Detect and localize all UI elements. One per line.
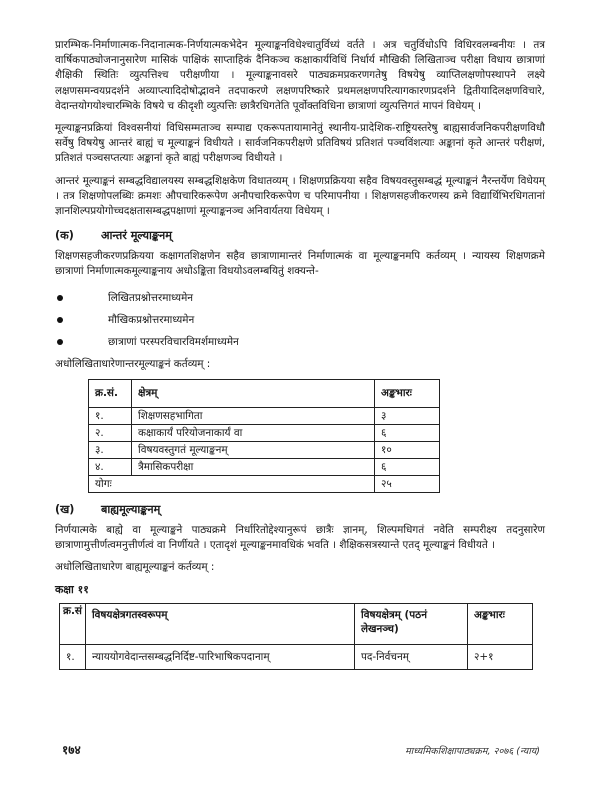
bullet-item bbox=[55, 331, 545, 353]
table-row bbox=[89, 458, 440, 475]
cell-serial: १. bbox=[60, 645, 86, 670]
bullet-icon bbox=[57, 317, 63, 323]
cell-content: न्याययोगवेदान्तसम्बद्धनिर्दिष्ट-पारिभाषिकपदानाम् bbox=[85, 645, 354, 670]
internal-assessment-table bbox=[88, 379, 440, 493]
section-b-heading bbox=[55, 502, 545, 517]
section-a-heading bbox=[55, 228, 545, 243]
intro-paragraph-1: प्रारम्भिक-निर्माणात्मक-निदानात्मक-निर्णयात्मकभेदेन मूल्याङ्कनविधेश्चातुर्विध्यं वर्तते । अत्र चतुर्विधोऽपि विधिरवलम्बनीयः । तत्र वार्षिकपाठ्योजनानुसारेण मासिकं पाक्षिकं साप्ताहिकं दैनिकञ्च कक्षाकार्यविधिं निर्धार्य मौखिकी लिखिताञ्च परीक्षा विधाय छात्राणां शैक्षिकी स्थितिः व्युत्पत्तिश्च परीक्षणीया । मूल्याङ्कनावसरे पाठ्यक्रमप्रकरणगतेषु विषयेषु व्याप्तिलक्षणोपस्थापने लक्ष्ये लक्षणसमन्वयप्रदर्शने अव्याप्त्यादिदोषोद्भावने तदपाकरणे लक्षणपरिष्कारे प्रथमलक्षणपरित्यागकारणप्रदर्शने द्वितीयादिलक्षणविचारे, वेदान्तयोगयोश्चारम्भिके विषये च कीदृशी व्युत्पत्तिः छात्रैरधिगतेति पूर्वोक्तविधिना छात्राणां व्युत्पत्तिगतं मापनं विधेयम् । bbox=[55, 39, 545, 112]
intro-paragraph-3: आन्तरं मूल्याङ्कनं सम्बद्धविद्यालयस्य सम्बद्धशिक्षकेण विधातव्यम् । शिक्षणप्रक्रियया सहैव विषयवस्तुसम्बद्धं मूल्याङ्कनं नैरन्तर्येण विधेयम् । तत्र शिक्षणोपलब्धिः क्रमशः औपचारिकरूपेण अनौपचारिकरूपेण च परिमापनीया । शिक्षणसहजीकरणस्य क्रमे विद्यार्थिभिरधिगतानां ज्ञानशिल्पप्रयोगोच्चदक्षतासम्बद्धपक्षाणां मूल्याङ्कनञ्च अनिवार्यतया विधेयम् । bbox=[55, 174, 545, 218]
bullet-icon bbox=[57, 295, 63, 301]
cell-marks: २+१ bbox=[468, 645, 533, 670]
section-a-bullet-list bbox=[55, 287, 545, 353]
header-marks: अङ्कभारः bbox=[468, 604, 533, 645]
header-serial: क्र.सं. bbox=[89, 379, 132, 407]
cell-serial: ३. bbox=[89, 441, 132, 458]
bullet-text: छात्राणां परस्परविचारविमर्शमाध्यमेन bbox=[108, 335, 239, 348]
cell-area: कक्षाकार्यं परियोजनाकार्यं वा bbox=[132, 424, 375, 441]
cell-area: त्रैमासिकपरीक्षा bbox=[132, 458, 375, 475]
section-a-lead: अधोलिखिताधारेणान्तरमूल्याङ्कनं कर्तव्यम् : bbox=[55, 357, 211, 370]
cell-marks: ६ bbox=[375, 458, 440, 475]
total-label: योगः bbox=[89, 475, 375, 492]
cell-area: शिक्षणसहभागिता bbox=[132, 407, 375, 424]
class-label: कक्षा ११ bbox=[55, 583, 89, 597]
bullet-text: मौखिकप्रश्नोत्तरमाध्यमेन bbox=[108, 313, 195, 326]
header-serial: क्र.सं bbox=[60, 604, 86, 645]
cell-area: विषयवस्तुगतं मूल्याङ्कनम् bbox=[132, 441, 375, 458]
total-value: २५ bbox=[375, 475, 440, 492]
table-total-row bbox=[89, 475, 440, 492]
bullet-text: लिखितप्रश्नोत्तरमाध्यमेन bbox=[108, 291, 194, 304]
section-a-mark: (क) bbox=[55, 229, 74, 243]
cell-serial: १. bbox=[89, 407, 132, 424]
section-a-paragraph: शिक्षणसहजीकरणप्रक्रियया कक्षागतशिक्षणेन सहैव छात्राणामान्तरं निर्माणात्मकं वा मूल्याङ्कनमपि कर्तव्यम् । न्यायस्य शिक्षणक्रमे छात्राणां निर्माणात्मकमूल्याङ्कनाय अधोऽङ्किता विधयोऽवलम्बयितुं शक्यन्ते- bbox=[55, 250, 545, 278]
table-header-row bbox=[60, 604, 533, 645]
cell-serial: ४. bbox=[89, 458, 132, 475]
page-number: १७४ bbox=[62, 743, 81, 757]
section-b-mark: (ख) bbox=[55, 502, 75, 516]
header-content: विषयक्षेत्रगतस्वरूपम् bbox=[85, 604, 354, 645]
document-page bbox=[55, 38, 545, 670]
table-row bbox=[89, 441, 440, 458]
table-row bbox=[89, 407, 440, 424]
cell-serial: २. bbox=[89, 424, 132, 441]
section-a-title: आन्तरं मूल्याङ्कनम् bbox=[101, 229, 172, 243]
table-header-row bbox=[89, 379, 440, 407]
header-area: क्षेत्रम् bbox=[132, 379, 375, 407]
table-row bbox=[89, 424, 440, 441]
bullet-icon bbox=[57, 339, 63, 345]
bullet-item bbox=[55, 309, 545, 331]
cell-area: पद-निर्वचनम् bbox=[355, 645, 468, 670]
external-assessment-table bbox=[59, 603, 533, 670]
intro-paragraph-2: मूल्याङ्कनप्रक्रियां विश्वसनीयां विधिसम्मताञ्च सम्पाद्य एकरूपतायामानेतुं स्थानीय-प्रादेशिक-राष्ट्रियस्तरेषु बाह्यसार्वजनिकपरीक्षणविधौ सर्वेषु विषयेषु आन्तरं बाह्यं च मूल्याङ्कनं विधीयते । सार्वजनिकपरीक्षणे प्रतिविषयं प्रतिशतं पञ्चविंशत्याः अङ्कानां कृते आन्तरं परीक्षणं, प्रतिशतं पञ्चसप्तत्याः अङ्कानां कृते बाह्यं परीक्षणञ्च विधीयते । bbox=[55, 122, 545, 165]
section-b-paragraph: निर्णयात्मके बाह्ये वा मूल्याङ्कने पाठ्यक्रमे निर्धारितोद्देश्यानुरूपं छात्रैः ज्ञानम्, शिल्पमधिगतं नवेति सम्परीक्ष्य तदनुसारेण छात्राणामुत्तीर्णत्वमनुत्तीर्णत्वं वा निर्णीयते । एतादृशं मूल्याङ्कनमावधिकं भवति । शैक्षिकसत्रस्यान्ते एतद् मूल्याङ्कनं विधीयते । bbox=[55, 523, 545, 551]
section-b-title: बाह्यमूल्याङ्कनम् bbox=[101, 502, 161, 516]
cell-marks: ३ bbox=[375, 407, 440, 424]
section-b-lead: अधोलिखिताधारेण बाह्यमूल्याङ्कनं कर्तव्यम् : bbox=[55, 561, 215, 574]
cell-marks: १० bbox=[375, 441, 440, 458]
table-row bbox=[60, 645, 533, 670]
header-area: विषयक्षेत्रम् (पठनं लेखनञ्च) bbox=[355, 604, 468, 645]
bullet-item bbox=[55, 287, 545, 309]
running-title: माध्यमिकशिक्षापाठ्यक्रम, २०७६ (न्याय) bbox=[405, 746, 540, 757]
header-marks: अङ्कभारः bbox=[375, 379, 440, 407]
cell-marks: ६ bbox=[375, 424, 440, 441]
page-footer bbox=[62, 741, 540, 758]
